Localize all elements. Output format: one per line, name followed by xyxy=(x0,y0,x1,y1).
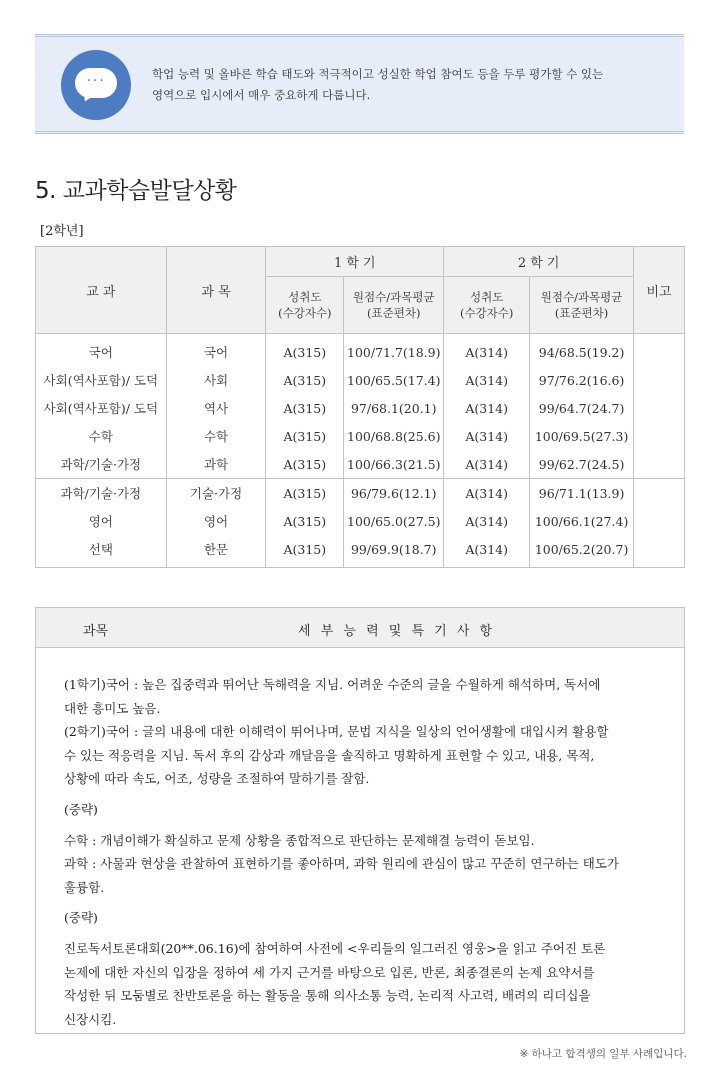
cell-note xyxy=(634,394,685,422)
detail-line: 논제에 대한 자신의 입장을 정하여 세 가지 근거를 바탕으로 입론, 반론, 최종결론의 논제 요약서를 xyxy=(64,964,595,980)
header-subject-group: 교 과 xyxy=(36,247,167,334)
detail-line: 상황에 따라 속도, 어조, 성량을 조절하여 말하기를 잘함. xyxy=(64,771,370,787)
detail-line: 신장시킴. xyxy=(64,1011,117,1027)
detail-subject-header: 과목 xyxy=(83,624,109,639)
chat-bubble-icon: ··· xyxy=(61,50,131,120)
cell-score-1: 100/71.7(18.9) xyxy=(344,334,444,367)
table-row xyxy=(36,479,685,508)
detail-line: (중략) xyxy=(64,910,98,926)
detail-line: (1학기)국어 : 높은 집중력과 뛰어난 독해력을 지님. 어려운 수준의 글을 수월하게 해석하며, 독서에 xyxy=(64,677,601,692)
notice-line-1: 학업 능력 및 올바른 학습 태도와 적극적이고 성실한 학업 참여도 등을 두루 평가할 수 있는 xyxy=(152,67,604,81)
header-achievement-2: 성취도 (수강자수) xyxy=(444,277,530,334)
cell-group: 사회(역사포함)/ 도덕 xyxy=(36,394,167,422)
table-row xyxy=(36,422,685,450)
grades-table xyxy=(35,246,685,568)
cell-note xyxy=(634,535,685,568)
cell-note xyxy=(634,366,685,394)
cell-score-1: 100/66.3(21.5) xyxy=(344,450,444,479)
detail-line: (중략) xyxy=(64,801,98,817)
cell-group: 과학/기술·가정 xyxy=(36,450,167,479)
cell-subject: 기술·가정 xyxy=(166,479,266,508)
cell-score-2: 99/62.7(24.5) xyxy=(530,450,634,479)
cell-score-2: 94/68.5(19.2) xyxy=(530,334,634,367)
cell-score-1: 100/65.5(17.4) xyxy=(344,366,444,394)
detail-line: (2학기)국어 : 글의 내용에 대한 이해력이 뛰어나며, 문법 지식을 일상의 언어생활에 대입시켜 활용할 xyxy=(64,724,609,740)
cell-score-1: 96/79.6(12.1) xyxy=(344,479,444,508)
cell-achievement-2: A(314) xyxy=(444,334,530,367)
detail-line: 수 있는 적응력을 지님. 독서 후의 감상과 깨달음을 솔직하고 명확하게 표현할 수 있고, 내용, 목적, xyxy=(64,747,595,763)
cell-achievement-2: A(314) xyxy=(444,394,530,422)
cell-subject: 과학 xyxy=(166,450,266,479)
table-row xyxy=(36,366,685,394)
detail-title-header: 세 부 능 력 및 특 기 사 항 xyxy=(298,624,496,639)
cell-achievement-1: A(315) xyxy=(266,450,344,479)
cell-achievement-1: A(315) xyxy=(266,479,344,508)
detail-box xyxy=(35,607,685,1034)
detail-line: 수학 : 개념이해가 확실하고 문제 상황을 종합적으로 판단하는 문제해결 능력이 돋보임. xyxy=(64,832,535,848)
header-semester-2: 2 학 기 xyxy=(444,247,634,277)
header-subject: 과 목 xyxy=(166,247,266,334)
cell-achievement-1: A(315) xyxy=(266,507,344,535)
table-row xyxy=(36,535,685,568)
header-score-1: 원점수/과목평균 (표준편차) xyxy=(344,277,444,334)
cell-achievement-2: A(314) xyxy=(444,450,530,479)
grade-label: [2학년] xyxy=(40,224,84,239)
cell-achievement-1: A(315) xyxy=(266,535,344,568)
cell-group: 수학 xyxy=(36,422,167,450)
cell-subject: 국어 xyxy=(166,334,266,367)
table-row xyxy=(36,450,685,479)
cell-score-1: 100/68.8(25.6) xyxy=(344,422,444,450)
header-semester-1: 1 학 기 xyxy=(266,247,444,277)
cell-achievement-2: A(314) xyxy=(444,479,530,508)
cell-achievement-2: A(314) xyxy=(444,507,530,535)
detail-line: 훌륭함. xyxy=(64,879,105,895)
cell-achievement-1: A(315) xyxy=(266,422,344,450)
cell-achievement-1: A(315) xyxy=(266,394,344,422)
cell-achievement-1: A(315) xyxy=(266,334,344,367)
cell-score-2: 96/71.1(13.9) xyxy=(530,479,634,508)
section-title: 5. 교과학습발달상황 xyxy=(35,178,237,204)
cell-achievement-2: A(314) xyxy=(444,535,530,568)
header-note: 비고 xyxy=(634,247,685,334)
cell-score-1: 99/69.9(18.7) xyxy=(344,535,444,568)
detail-line: 작성한 뒤 모둠별로 찬반토론을 하는 활동을 통해 의사소통 능력, 논리적 사고력, 배려의 리더십을 xyxy=(64,988,591,1004)
cell-score-1: 97/68.1(20.1) xyxy=(344,394,444,422)
cell-achievement-2: A(314) xyxy=(444,366,530,394)
cell-group: 사회(역사포함)/ 도덕 xyxy=(36,366,167,394)
detail-body xyxy=(64,673,664,1031)
detail-line: 과학 : 사물과 현상을 관찰하여 표현하기를 좋아하며, 과학 원리에 관심이 많고 꾸준히 연구하는 태도가 xyxy=(64,856,619,872)
footnote: ※ 하나고 합격생의 일부 사례입니다. xyxy=(519,1048,687,1060)
cell-subject: 사회 xyxy=(166,366,266,394)
cell-note xyxy=(634,334,685,367)
notice-text xyxy=(152,64,672,106)
detail-line: 진로독서토론대회(20**.06.16)에 참여하여 사전에 <우리들의 일그러진 영웅>을 읽고 주어진 토론 xyxy=(64,940,606,956)
cell-note xyxy=(634,450,685,479)
cell-group: 국어 xyxy=(36,334,167,367)
cell-group: 영어 xyxy=(36,507,167,535)
cell-achievement-2: A(314) xyxy=(444,422,530,450)
header-achievement-1: 성취도 (수강자수) xyxy=(266,277,344,334)
table-row xyxy=(36,507,685,535)
table-row xyxy=(36,394,685,422)
detail-header xyxy=(36,608,684,648)
cell-score-1: 100/65.0(27.5) xyxy=(344,507,444,535)
notice-line-2: 영역으로 입시에서 매우 중요하게 다룹니다. xyxy=(152,88,371,102)
cell-score-2: 100/65.2(20.7) xyxy=(530,535,634,568)
table-row xyxy=(36,334,685,367)
cell-group: 과학/기술·가정 xyxy=(36,479,167,508)
cell-subject: 영어 xyxy=(166,507,266,535)
header-score-2: 원점수/과목평균 (표준편차) xyxy=(530,277,634,334)
cell-score-2: 100/66.1(27.4) xyxy=(530,507,634,535)
cell-subject: 역사 xyxy=(166,394,266,422)
cell-note xyxy=(634,479,685,508)
cell-subject: 한문 xyxy=(166,535,266,568)
cell-note xyxy=(634,507,685,535)
detail-line: 대한 흥미도 높음. xyxy=(64,700,161,716)
cell-score-2: 97/76.2(16.6) xyxy=(530,366,634,394)
cell-subject: 수학 xyxy=(166,422,266,450)
cell-score-2: 100/69.5(27.3) xyxy=(530,422,634,450)
notice-box xyxy=(35,34,684,134)
cell-achievement-1: A(315) xyxy=(266,366,344,394)
cell-note xyxy=(634,422,685,450)
cell-score-2: 99/64.7(24.7) xyxy=(530,394,634,422)
cell-group: 선택 xyxy=(36,535,167,568)
